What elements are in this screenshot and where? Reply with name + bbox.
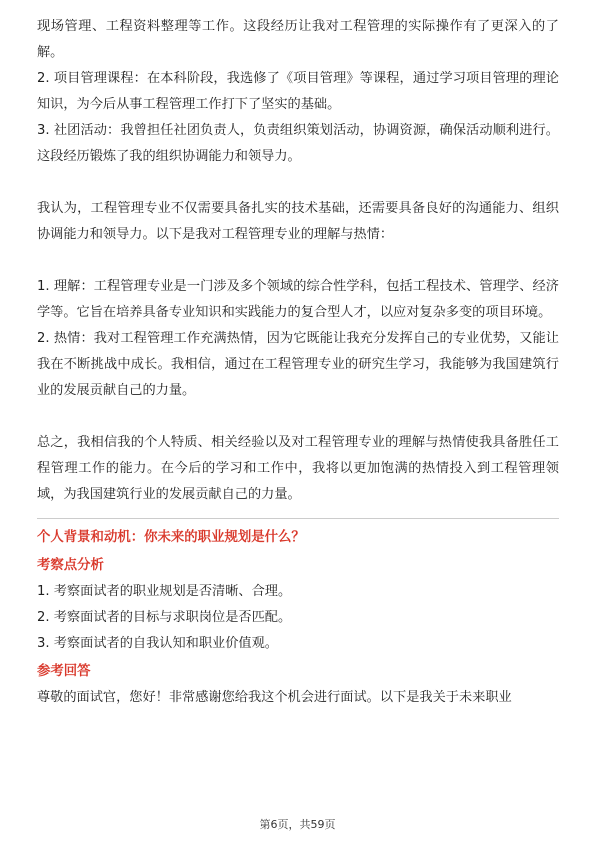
intro-paragraph-1: 现场管理、工程资料整理等工作。这段经历让我对工程管理的实际操作有了更深入的了解。 [37, 19, 559, 60]
spacer [37, 248, 559, 274]
understanding-item-2: 2. 热情：我对工程管理工作充满热情，因为它既能让我充分发挥自己的专业优势，又能让我在不断挑战中成长。我相信，通过在工程管理专业的研究生学习，我能够为我国建筑行业的发展贡献自己的力量。 [37, 331, 559, 398]
page-footer: 第6页，共59页 [259, 818, 336, 831]
section-divider [37, 518, 559, 519]
transition-paragraph: 我认为，工程管理专业不仅需要具备扎实的技术基础，还需要具备良好的沟通能力、组织协调能力和领导力。以下是我对工程管理专业的理解与热情： [37, 201, 559, 242]
conclusion-paragraph: 总之，我相信我的个人特质、相关经验以及对工程管理专业的理解与热情使我具备胜任工程管理工作的能力。在今后的学习和工作中，我将以更加饱满的热情投入到工程管理领域，为我国建筑行业的发展贡献自己的力量。 [37, 435, 559, 502]
document-page [37, 0, 559, 711]
analysis-point-3: 3. 考察面试者的自我认知和职业价值观。 [37, 636, 278, 651]
answer-heading: 参考回答 [37, 664, 91, 679]
answer-start: 尊敬的面试官，您好！非常感谢您给我这个机会进行面试。以下是我关于未来职业 [37, 690, 512, 705]
analysis-heading: 考察点分析 [37, 558, 104, 573]
analysis-point-2: 2. 考察面试者的目标与求职岗位是否匹配。 [37, 610, 292, 625]
spacer [37, 170, 559, 196]
question-title: 个人背景和动机：你未来的职业规划是什么？ [37, 530, 305, 545]
analysis-point-1: 1. 考察面试者的职业规划是否清晰、合理。 [37, 584, 292, 599]
understanding-item-1: 1. 理解：工程管理专业是一门涉及多个领域的综合性学科，包括工程技术、管理学、经济学等。它旨在培养具备专业知识和实践能力的复合型人才，以应对复杂多变的项目环境。 [37, 279, 559, 320]
intro-paragraph-2: 2. 项目管理课程：在本科阶段，我选修了《项目管理》等课程，通过学习项目管理的理论知识，为今后从事工程管理工作打下了坚实的基础。 [37, 71, 559, 112]
intro-paragraph-3: 3. 社团活动：我曾担任社团负责人，负责组织策划活动，协调资源，确保活动顺利进行。这段经历锻炼了我的组织协调能力和领导力。 [37, 123, 559, 164]
spacer [37, 404, 559, 430]
